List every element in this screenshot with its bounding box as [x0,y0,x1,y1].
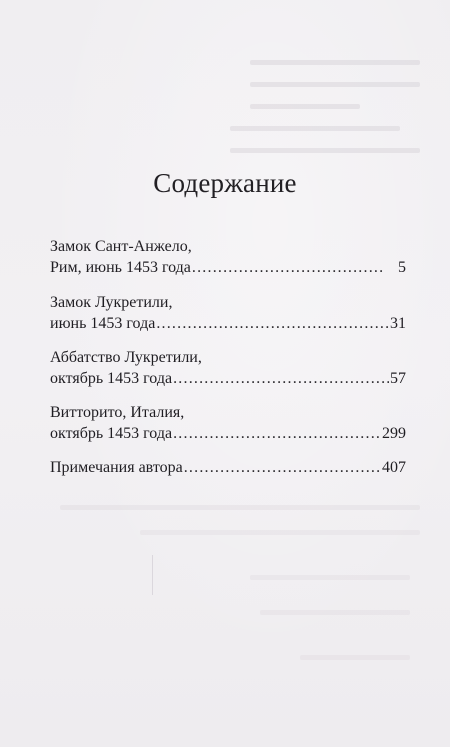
toc-page-number: 407 [382,459,406,476]
toc-page-number: 5 [398,259,406,276]
toc-entry[interactable] [50,236,406,278]
toc-leader-dots [173,368,389,389]
toc-entry-line [50,402,406,423]
toc-entry[interactable] [50,457,406,478]
toc-entry[interactable] [50,402,406,444]
toc-entry-line [50,368,406,389]
bleed-through-mark [300,655,410,660]
page-title: Содержание [153,168,297,198]
toc-entry-title: Витторито, Италия, [50,404,185,421]
toc-entry[interactable] [50,292,406,334]
toc-entry-title: Аббатство Лукретили, [50,349,202,366]
toc-entry-line [50,313,406,334]
toc-entry-line [50,236,406,257]
toc-entry-line [50,423,406,444]
bleed-through-mark [152,555,153,595]
toc-entry-line [50,347,406,368]
bleed-through-mark [250,82,420,87]
toc-leader-dots [184,457,381,478]
toc-page-number: 31 [390,315,406,332]
toc-page-number: 57 [390,370,406,387]
bleed-through-mark [60,505,420,510]
toc-leader-dots [156,313,389,334]
toc-page-number: 299 [382,425,406,442]
toc-entry-title: Замок Сант-Анжело, [50,238,192,255]
bleed-through-mark [140,530,420,535]
bleed-through-mark [260,610,410,615]
toc-entry-line [50,257,406,278]
toc-leader-dots [192,257,385,278]
toc-entry[interactable] [50,347,406,389]
toc-entry-title: июнь 1453 года [50,315,156,332]
toc-entry-title: октябрь 1453 года [50,370,173,387]
toc-entry-line [50,457,406,478]
toc-entry-title: октябрь 1453 года [50,425,173,442]
bleed-through-mark [230,148,420,153]
toc-entry-title: Замок Лукретили, [50,294,173,311]
bleed-through-mark [230,126,400,131]
toc-leader-dots [173,423,381,444]
toc-entry-line [50,292,406,313]
table-of-contents [50,236,406,492]
bleed-through-mark [250,60,420,65]
toc-entry-title: Рим, июнь 1453 года [50,259,191,276]
bleed-through-mark [250,575,410,580]
toc-entry-title: Примечания автора [50,459,183,476]
bleed-through-mark [250,104,360,109]
